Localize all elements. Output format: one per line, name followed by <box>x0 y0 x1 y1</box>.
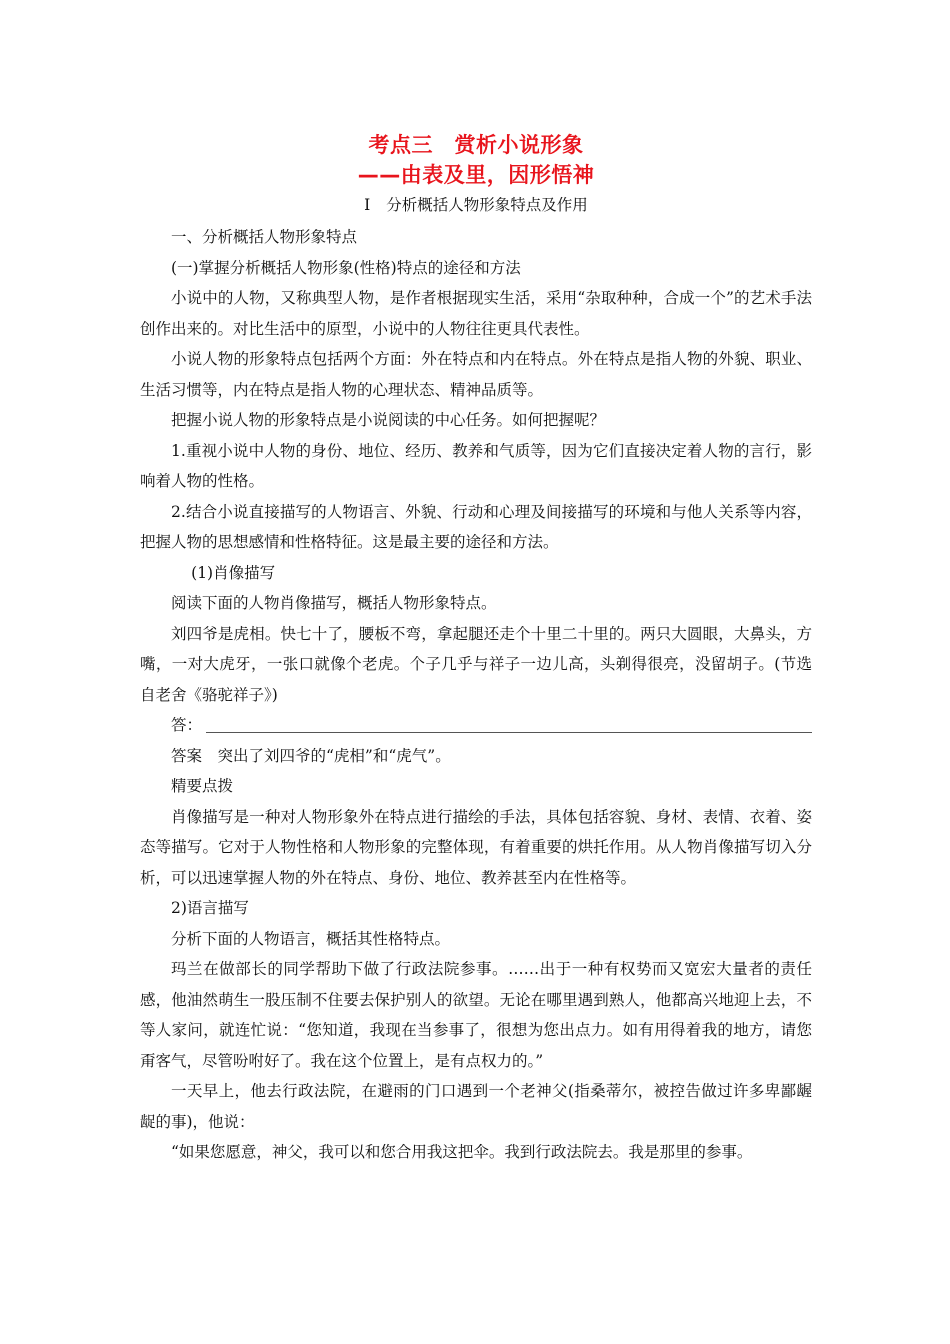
paragraph-answer: 答案 突出了刘四爷的“虎相”和“虎气”。 <box>171 746 451 765</box>
paragraph-excerpt: 玛兰在做部长的同学帮助下做了行政法院参事。……出于一种有权势而又宽宏大量者的责任感，他油然萌生一股压制不住要去保护别人的欲望。无论在哪里遇到熟人，他都高兴地迎上去，不等人家问，就连忙说：“您知道，我现在当参事了，很想为您出点力。如有用得着我的地方，请您甭客气，尽管吩咐好了。我在这个位置上，是有点权力的。” <box>140 960 812 1070</box>
paragraph: 小说人物的形象特点包括两个方面：外在特点和内在特点。外在特点是指人物的外貌、职业、生活习惯等，内在特点是指人物的心理状态、精神品质等。 <box>140 350 812 399</box>
paragraph-tips-heading: 精要点拨 <box>171 777 234 795</box>
section-heading <box>140 194 812 216</box>
answer-underline <box>206 731 812 733</box>
answer-blank <box>140 710 812 741</box>
section-number: Ⅰ <box>364 196 371 214</box>
paragraph: 肖像描写是一种对人物形象外在特点进行描绘的手法，具体包括容貌、身材、表情、衣着、姿态等描写。它对于人物性格和人物形象的完整体现，有着重要的烘托作用。从人物肖像描写切入分析，可以迅速掌握人物的外在特点、身份、地位、教养甚至内在性格等。 <box>140 807 812 887</box>
document-page <box>140 130 812 1168</box>
section-title: 分析概括人物形象特点及作用 <box>386 196 588 214</box>
paragraph-point-1: 1.重视小说中人物的身份、地位、经历、教养和气质等，因为它们直接决定着人物的言行，影响着人物的性格。 <box>140 441 812 490</box>
paragraph-heading-1: 一、分析概括人物形象特点 <box>171 228 358 246</box>
paragraph-instruction: 分析下面的人物语言，概括其性格特点。 <box>171 929 451 948</box>
paragraph-subheading-language: 2)语言描写 <box>171 899 249 917</box>
paragraph: 小说中的人物，又称典型人物，是作者根据现实生活，采用“杂取种种，合成一个”的艺术手法创作出来的。对比生活中的原型，小说中的人物往往更具代表性。 <box>140 289 812 338</box>
paragraph-excerpt: 刘四爷是虎相。快七十了，腰板不弯，拿起腿还走个十里二十里的。两只大圆眼，大鼻头，方嘴，一对大虎牙，一张口就像个老虎。个子几乎与祥子一边儿高，头剃得很亮，没留胡子。(节选自老舍《骆驼祥子》) <box>140 624 812 704</box>
document-subtitle: ——由表及里，因形悟神 <box>357 163 595 187</box>
paragraph-point-2: 2.结合小说直接描写的人物语言、外貌、行动和心理及间接描写的环境和与他人关系等内容，把握人物的思想感情和性格特征。这是最主要的途径和方法。 <box>140 502 812 551</box>
paragraph-subheading-portrait: (1)肖像描写 <box>191 563 276 582</box>
paragraph: 把握小说人物的形象特点是小说阅读的中心任务。如何把握呢？ <box>171 411 606 429</box>
paragraph-excerpt: “如果您愿意，神父，我可以和您合用我这把伞。我到行政法院去。我是那里的参事。 <box>171 1143 753 1161</box>
document-title: 考点三 赏析小说形象 <box>368 133 584 157</box>
answer-label: 答： <box>171 716 203 734</box>
paragraph-excerpt: 一天早上，他去行政法院，在避雨的门口遇到一个老神父(指桑蒂尔，被控告做过许多卑鄙龌龊的事)，他说： <box>140 1082 812 1131</box>
paragraph-subheading: (一)掌握分析概括人物形象(性格)特点的途径和方法 <box>171 258 521 277</box>
paragraph-instruction: 阅读下面的人物肖像描写，概括人物形象特点。 <box>171 594 497 612</box>
